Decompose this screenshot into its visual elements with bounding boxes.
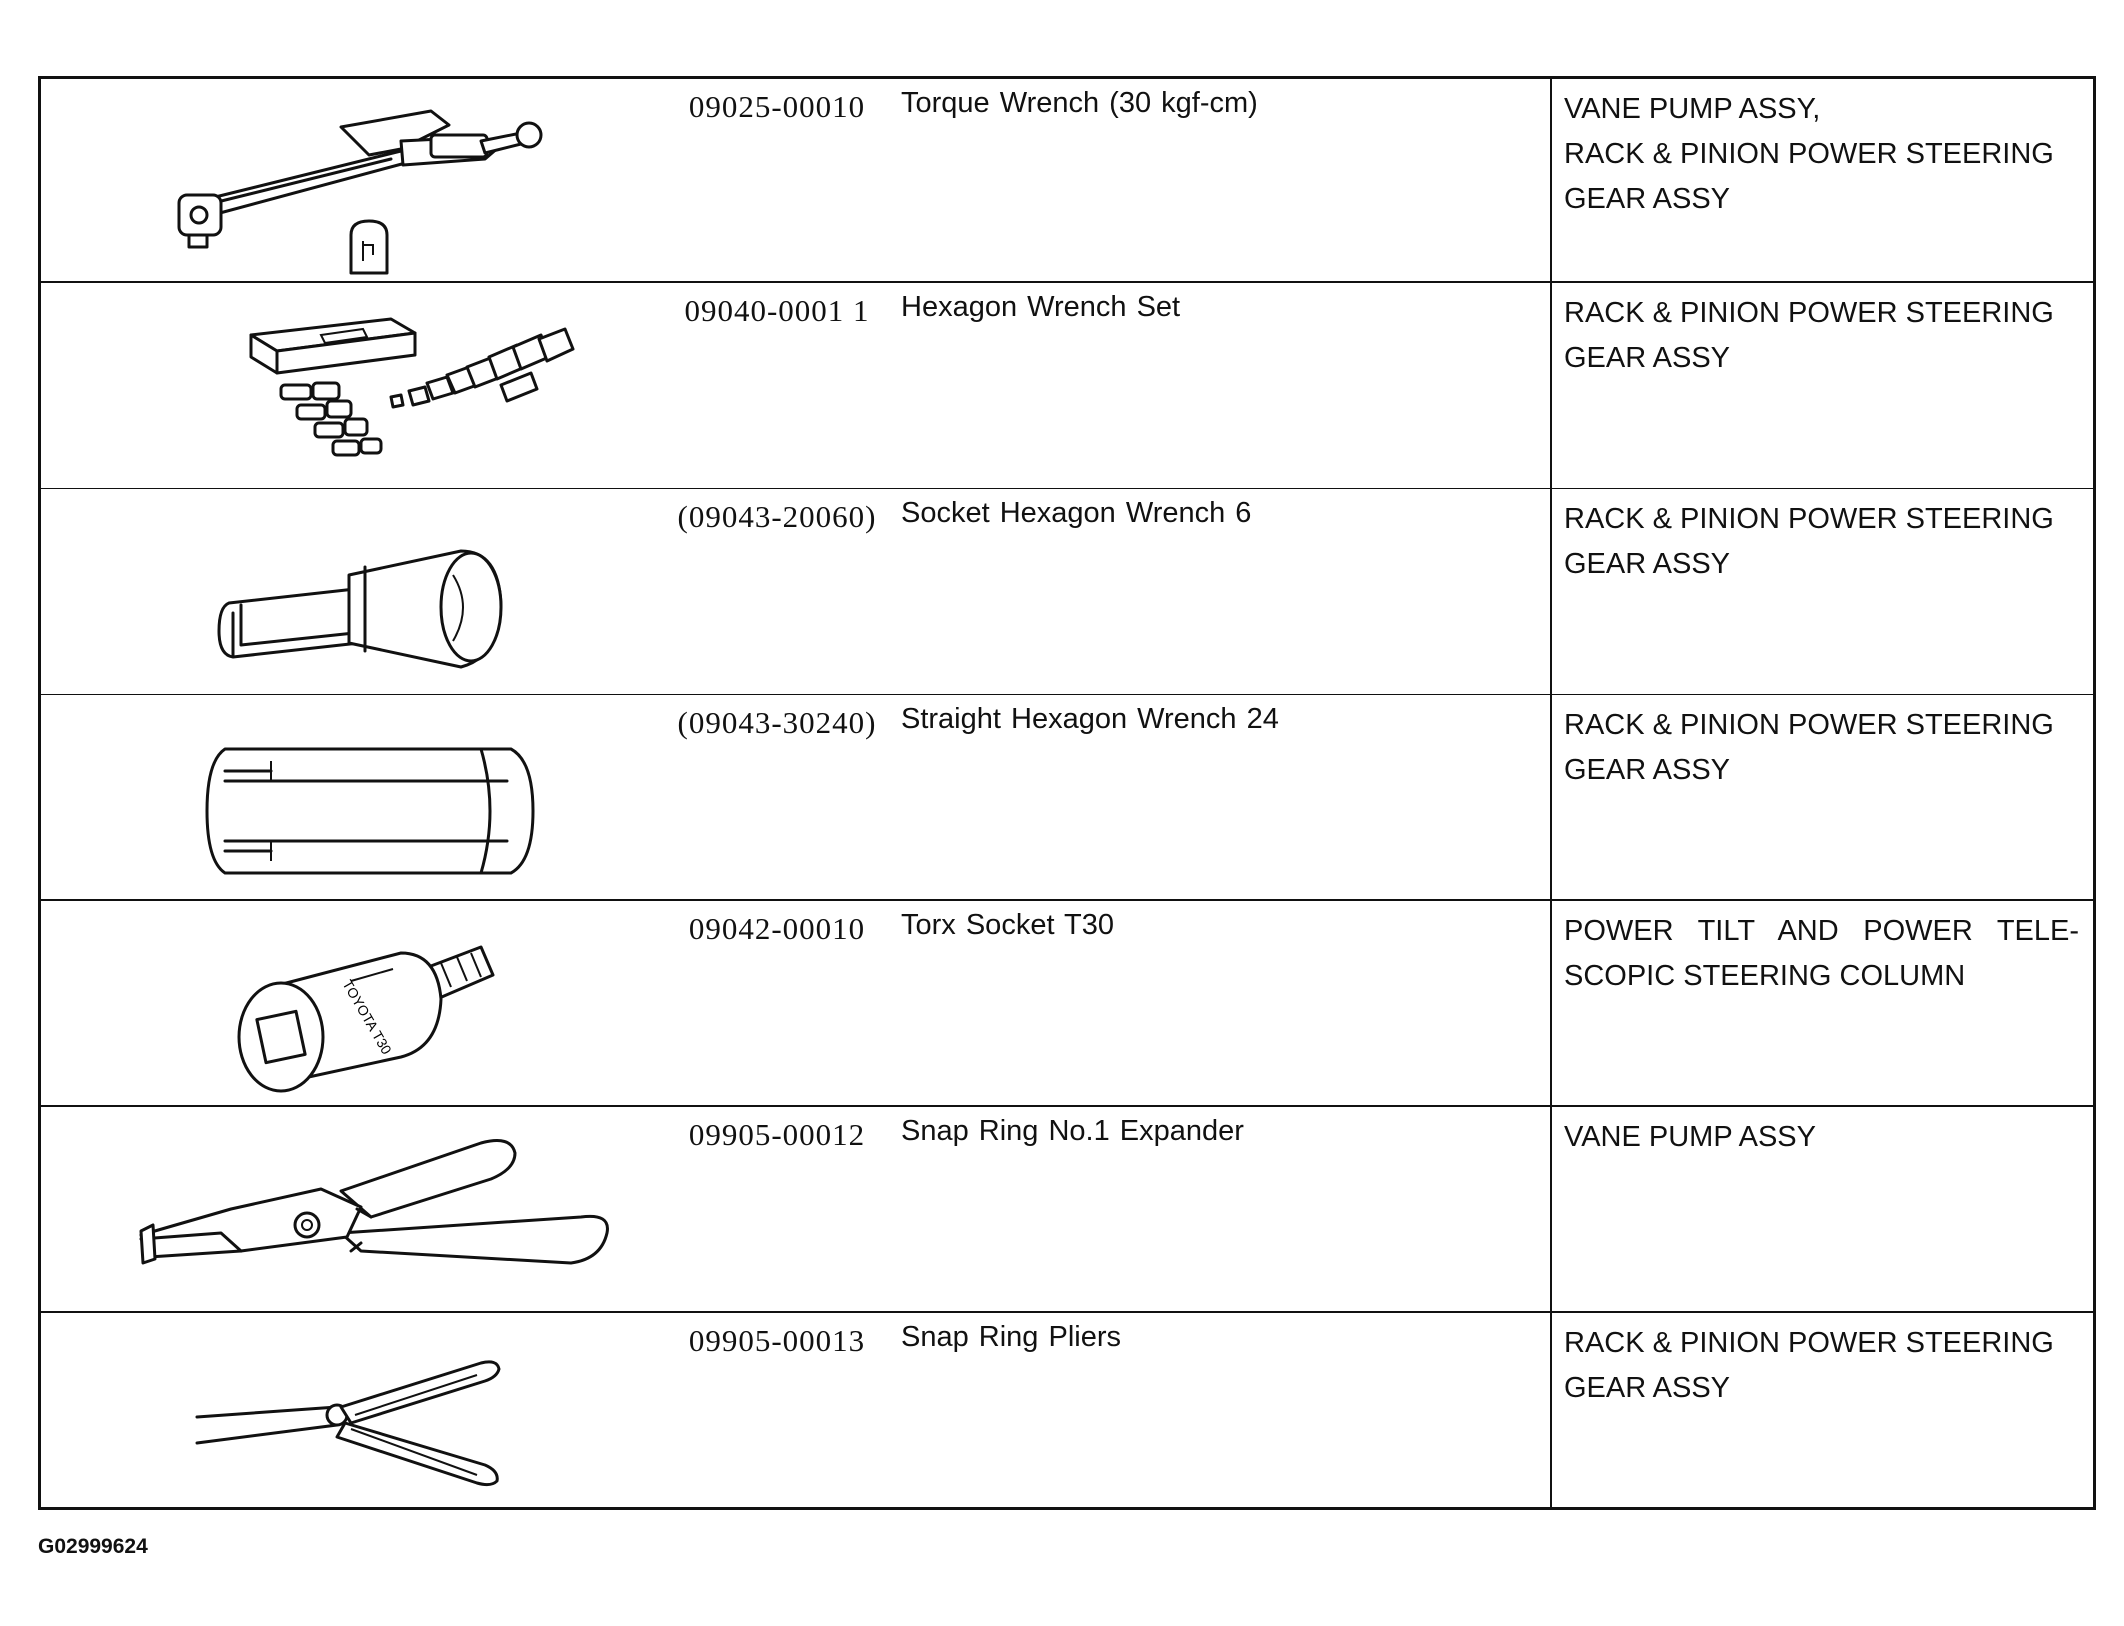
tool-row (41, 79, 2093, 283)
usage-line: GEAR ASSY (1564, 754, 1731, 786)
tool-row (41, 901, 2093, 1107)
usage-line: RACK & PINION POWER STEERING (1564, 709, 2054, 741)
usage-line: POWER TILT AND POWER TELE- (1564, 915, 2079, 947)
column-divider (1550, 489, 1552, 695)
tool-row (41, 1313, 2093, 1507)
usage-line: SCOPIC STEERING COLUMN (1564, 960, 1966, 992)
tool-name: Hexagon Wrench Set (901, 291, 1181, 323)
part-number: 09042-00010 (688, 911, 866, 946)
usage-text (1564, 1115, 2079, 1160)
column-divider (1550, 1313, 1552, 1507)
column-divider (1550, 79, 1552, 283)
tool-name: Torque Wrench (30 kgf-cm) (901, 87, 1258, 119)
torx-socket-engraving: TOYOTA T30 (339, 976, 395, 1058)
usage-line: GEAR ASSY (1564, 342, 1731, 374)
column-divider (1550, 283, 1552, 489)
part-number: (09043-20060) (677, 499, 877, 534)
tool-name: Snap Ring Pliers (901, 1321, 1121, 1353)
usage-line: RACK & PINION POWER STEERING (1564, 138, 2054, 170)
torque-wrench-icon (101, 85, 661, 275)
usage-line: GEAR ASSY (1564, 1372, 1731, 1404)
usage-line: VANE PUMP ASSY (1564, 1121, 1816, 1153)
tool-name: Socket Hexagon Wrench 6 (901, 497, 1252, 529)
hexagon-wrench-set-icon (101, 289, 661, 479)
usage-text (1564, 909, 2079, 999)
tool-row (41, 489, 2093, 695)
usage-text (1564, 703, 2079, 793)
snap-ring-expander-icon (101, 1113, 661, 1303)
special-service-tools-table (38, 76, 2096, 1510)
usage-line: RACK & PINION POWER STEERING (1564, 297, 2054, 329)
tool-row (41, 283, 2093, 489)
usage-text (1564, 291, 2079, 381)
column-divider (1550, 1107, 1552, 1313)
usage-line: GEAR ASSY (1564, 183, 1731, 215)
usage-text (1564, 497, 2079, 587)
usage-line: GEAR ASSY (1564, 548, 1731, 580)
torx-socket-icon (101, 907, 661, 1097)
usage-line: RACK & PINION POWER STEERING (1564, 503, 2054, 535)
part-number: 09905-00013 (688, 1323, 866, 1358)
straight-hexagon-wrench-icon (101, 701, 661, 891)
tool-name: Torx Socket T30 (901, 909, 1115, 941)
usage-text (1564, 1321, 2079, 1411)
part-number: 09025-00010 (688, 89, 866, 124)
tool-name: Snap Ring No.1 Expander (901, 1115, 1244, 1147)
part-number: 09905-00012 (688, 1117, 866, 1152)
part-number: (09043-30240) (677, 705, 877, 740)
tool-name: Straight Hexagon Wrench 24 (901, 703, 1279, 735)
usage-text (1564, 87, 2079, 222)
column-divider (1550, 901, 1552, 1107)
tool-row (41, 1107, 2093, 1313)
snap-ring-pliers-icon (101, 1319, 661, 1509)
figure-code: G02999624 (38, 1535, 148, 1558)
socket-hexagon-wrench-icon (101, 495, 661, 685)
column-divider (1550, 695, 1552, 901)
usage-line: VANE PUMP ASSY, (1564, 93, 1821, 125)
part-number: 09040-0001 1 (684, 293, 870, 328)
usage-line: RACK & PINION POWER STEERING (1564, 1327, 2054, 1359)
tool-row (41, 695, 2093, 901)
